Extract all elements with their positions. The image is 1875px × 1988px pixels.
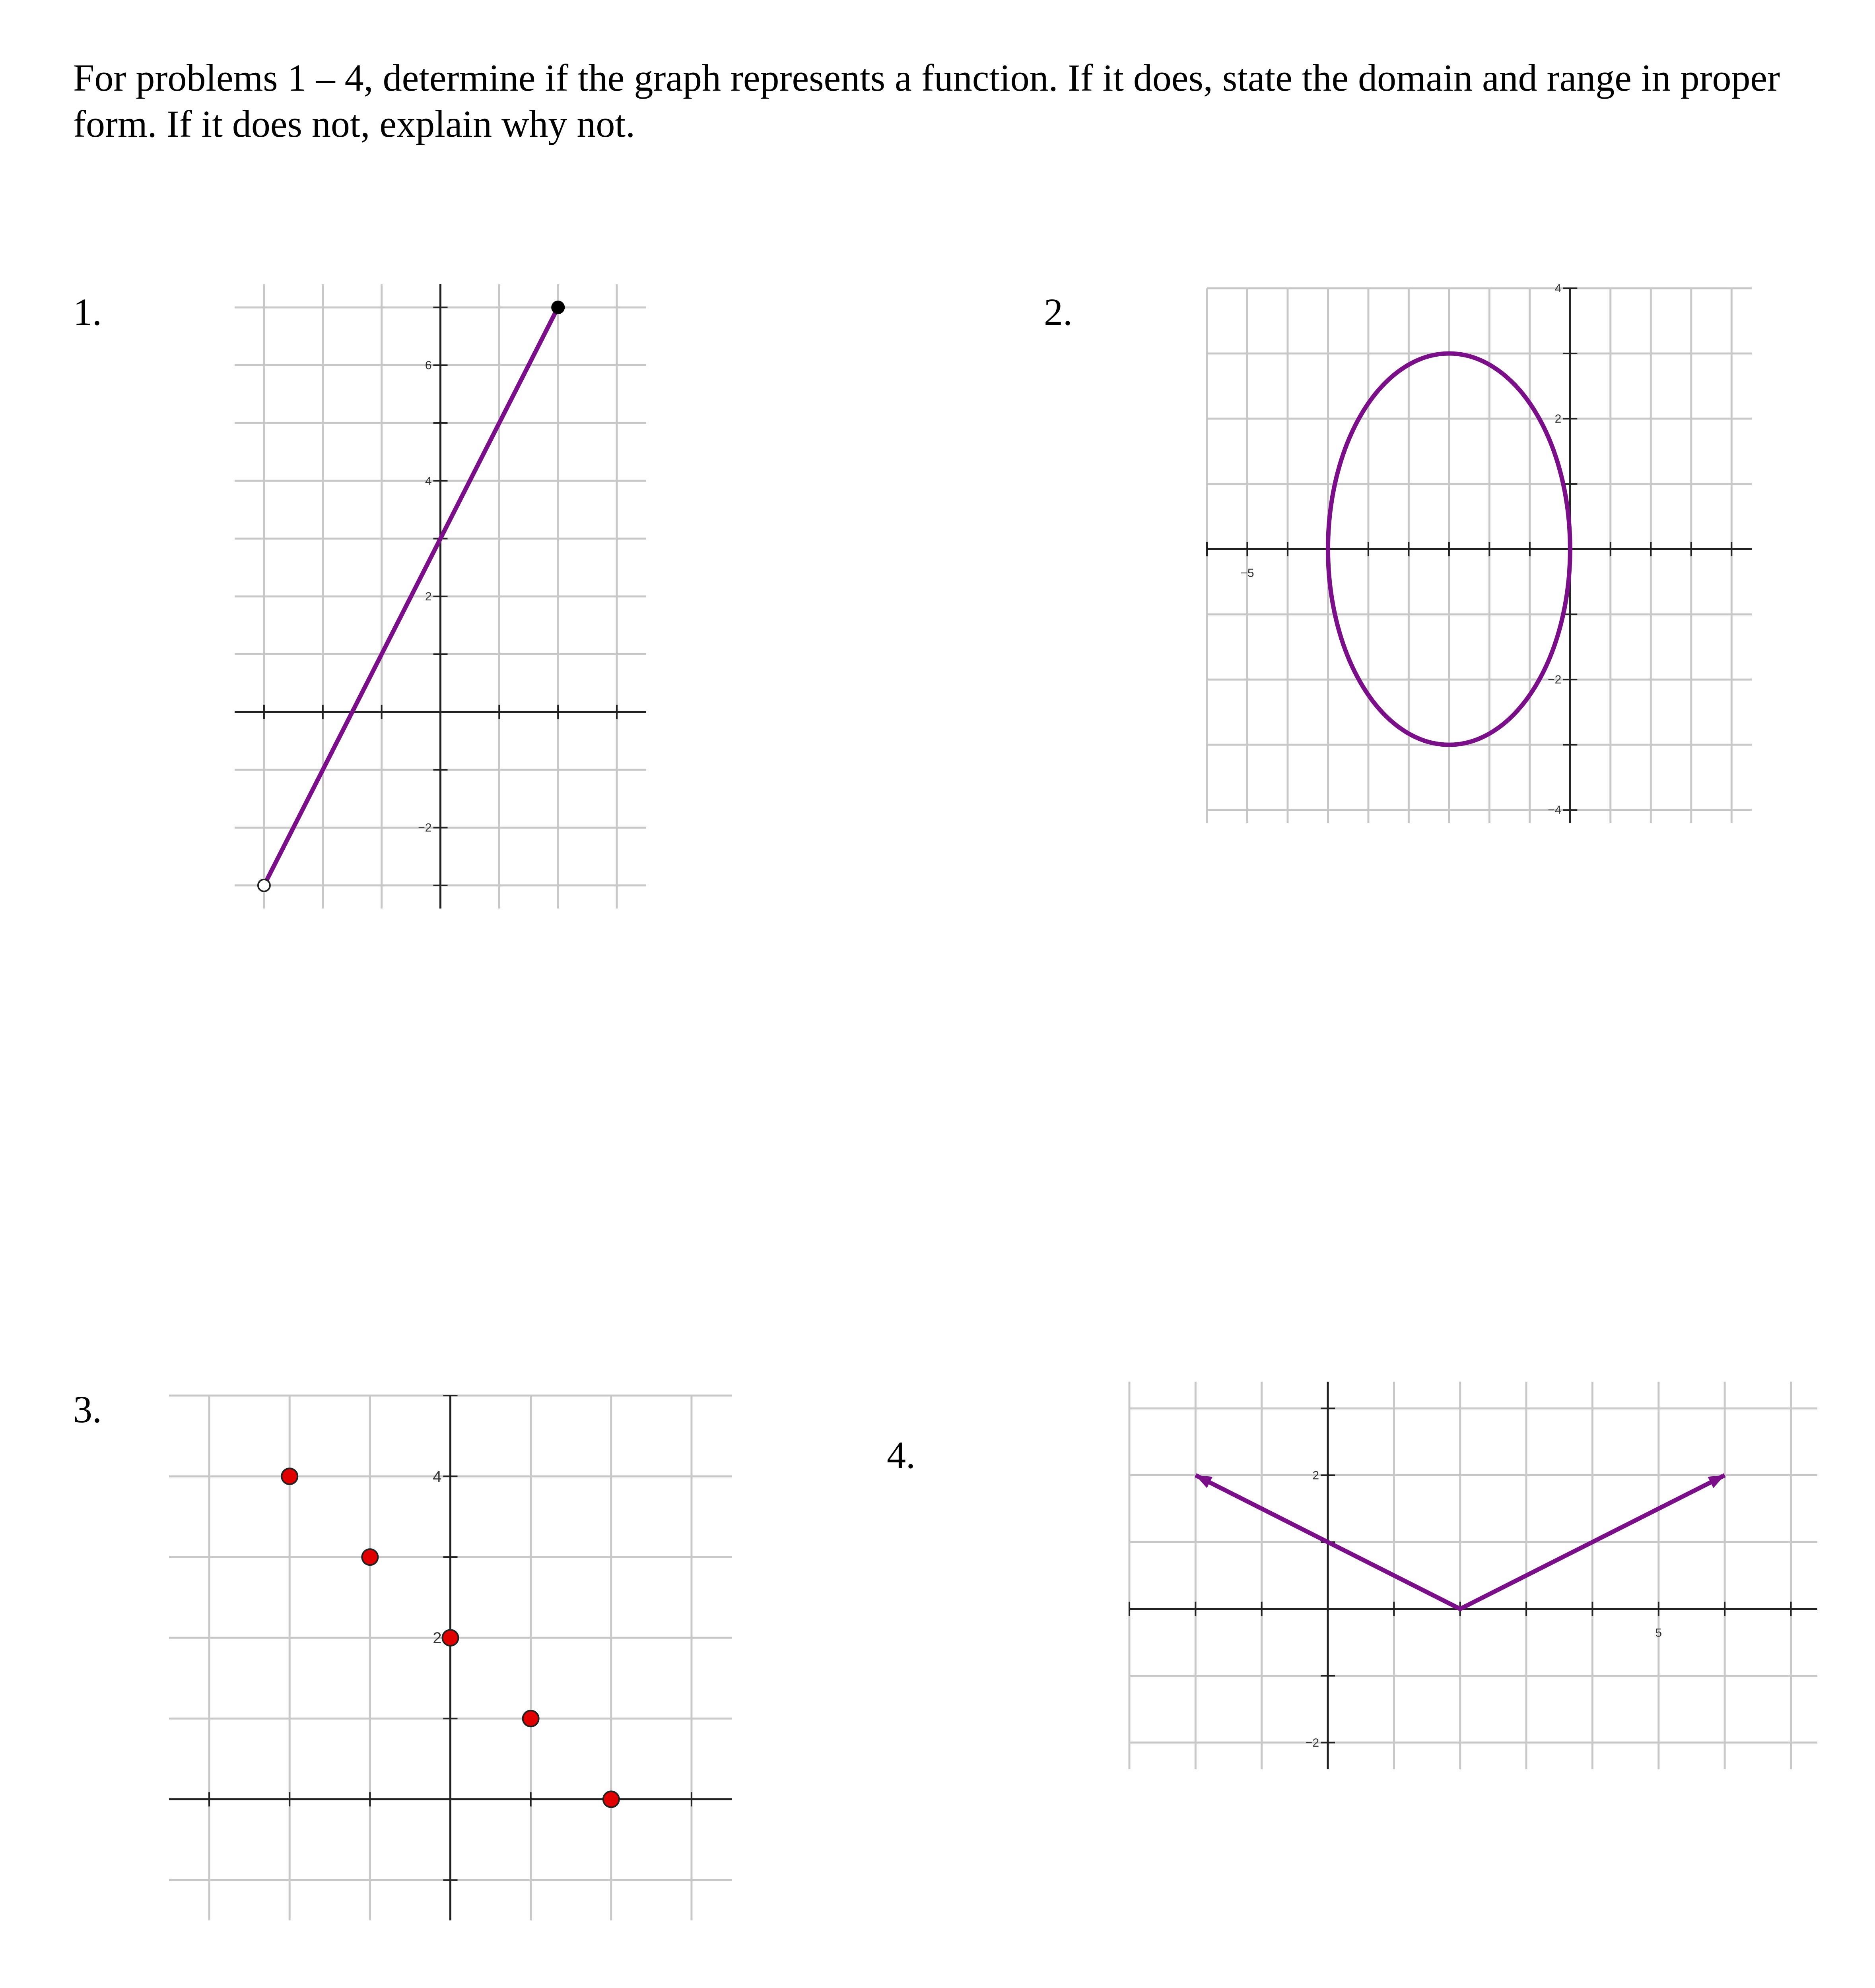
graph-1-y-tick-label: 2	[425, 590, 432, 603]
problem-1-number: 1.	[73, 291, 102, 333]
graph-2-y-tick-label: 4	[1554, 282, 1562, 295]
graph-4-right-arrowhead	[1708, 1475, 1725, 1488]
graph-3-point	[603, 1791, 619, 1807]
graph-3-y-tick-label: 2	[433, 1629, 442, 1647]
graph-3-point	[282, 1468, 297, 1484]
problem-4-number: 4.	[887, 1434, 915, 1476]
graph-1-y-tick-label: 6	[425, 359, 432, 372]
graph-1-closed-endpoint	[552, 301, 564, 313]
graph-2-y-tick-label: −4	[1548, 804, 1562, 817]
graph-1-y-tick-label: −2	[418, 821, 432, 835]
problem-2-number: 2.	[1044, 291, 1073, 333]
graph-1-grid	[235, 284, 646, 909]
graph-2-y-tick-label: −2	[1548, 673, 1562, 687]
graph-4-y-tick-label: 2	[1312, 1469, 1319, 1482]
graph-3-y-tick-label: 4	[433, 1468, 442, 1486]
graph-4-grid	[1129, 1382, 1817, 1769]
graph-1-open-endpoint	[258, 879, 270, 891]
graph-4-x-tick-label: 5	[1655, 1626, 1662, 1640]
instructions-text: For problems 1 – 4, determine if the graph represents a function. If it does, state the domain and range in proper form. If it does not, explain why not.	[73, 56, 1780, 145]
graph-4-y-tick-label: −2	[1305, 1736, 1319, 1749]
graph-2-x-tick-label: −5	[1240, 567, 1254, 580]
graph-2-grid	[1207, 282, 1752, 823]
problem-3-number: 3.	[73, 1388, 102, 1431]
graph-3-point	[362, 1549, 378, 1565]
graph-3-point	[443, 1630, 459, 1646]
graph-3-grid	[169, 1396, 732, 1920]
graph-2-y-tick-label: 2	[1554, 412, 1562, 426]
graph-4-left-arrowhead	[1195, 1475, 1212, 1488]
graph-1-y-tick-label: 4	[425, 474, 432, 488]
graph-3-point	[523, 1710, 539, 1726]
